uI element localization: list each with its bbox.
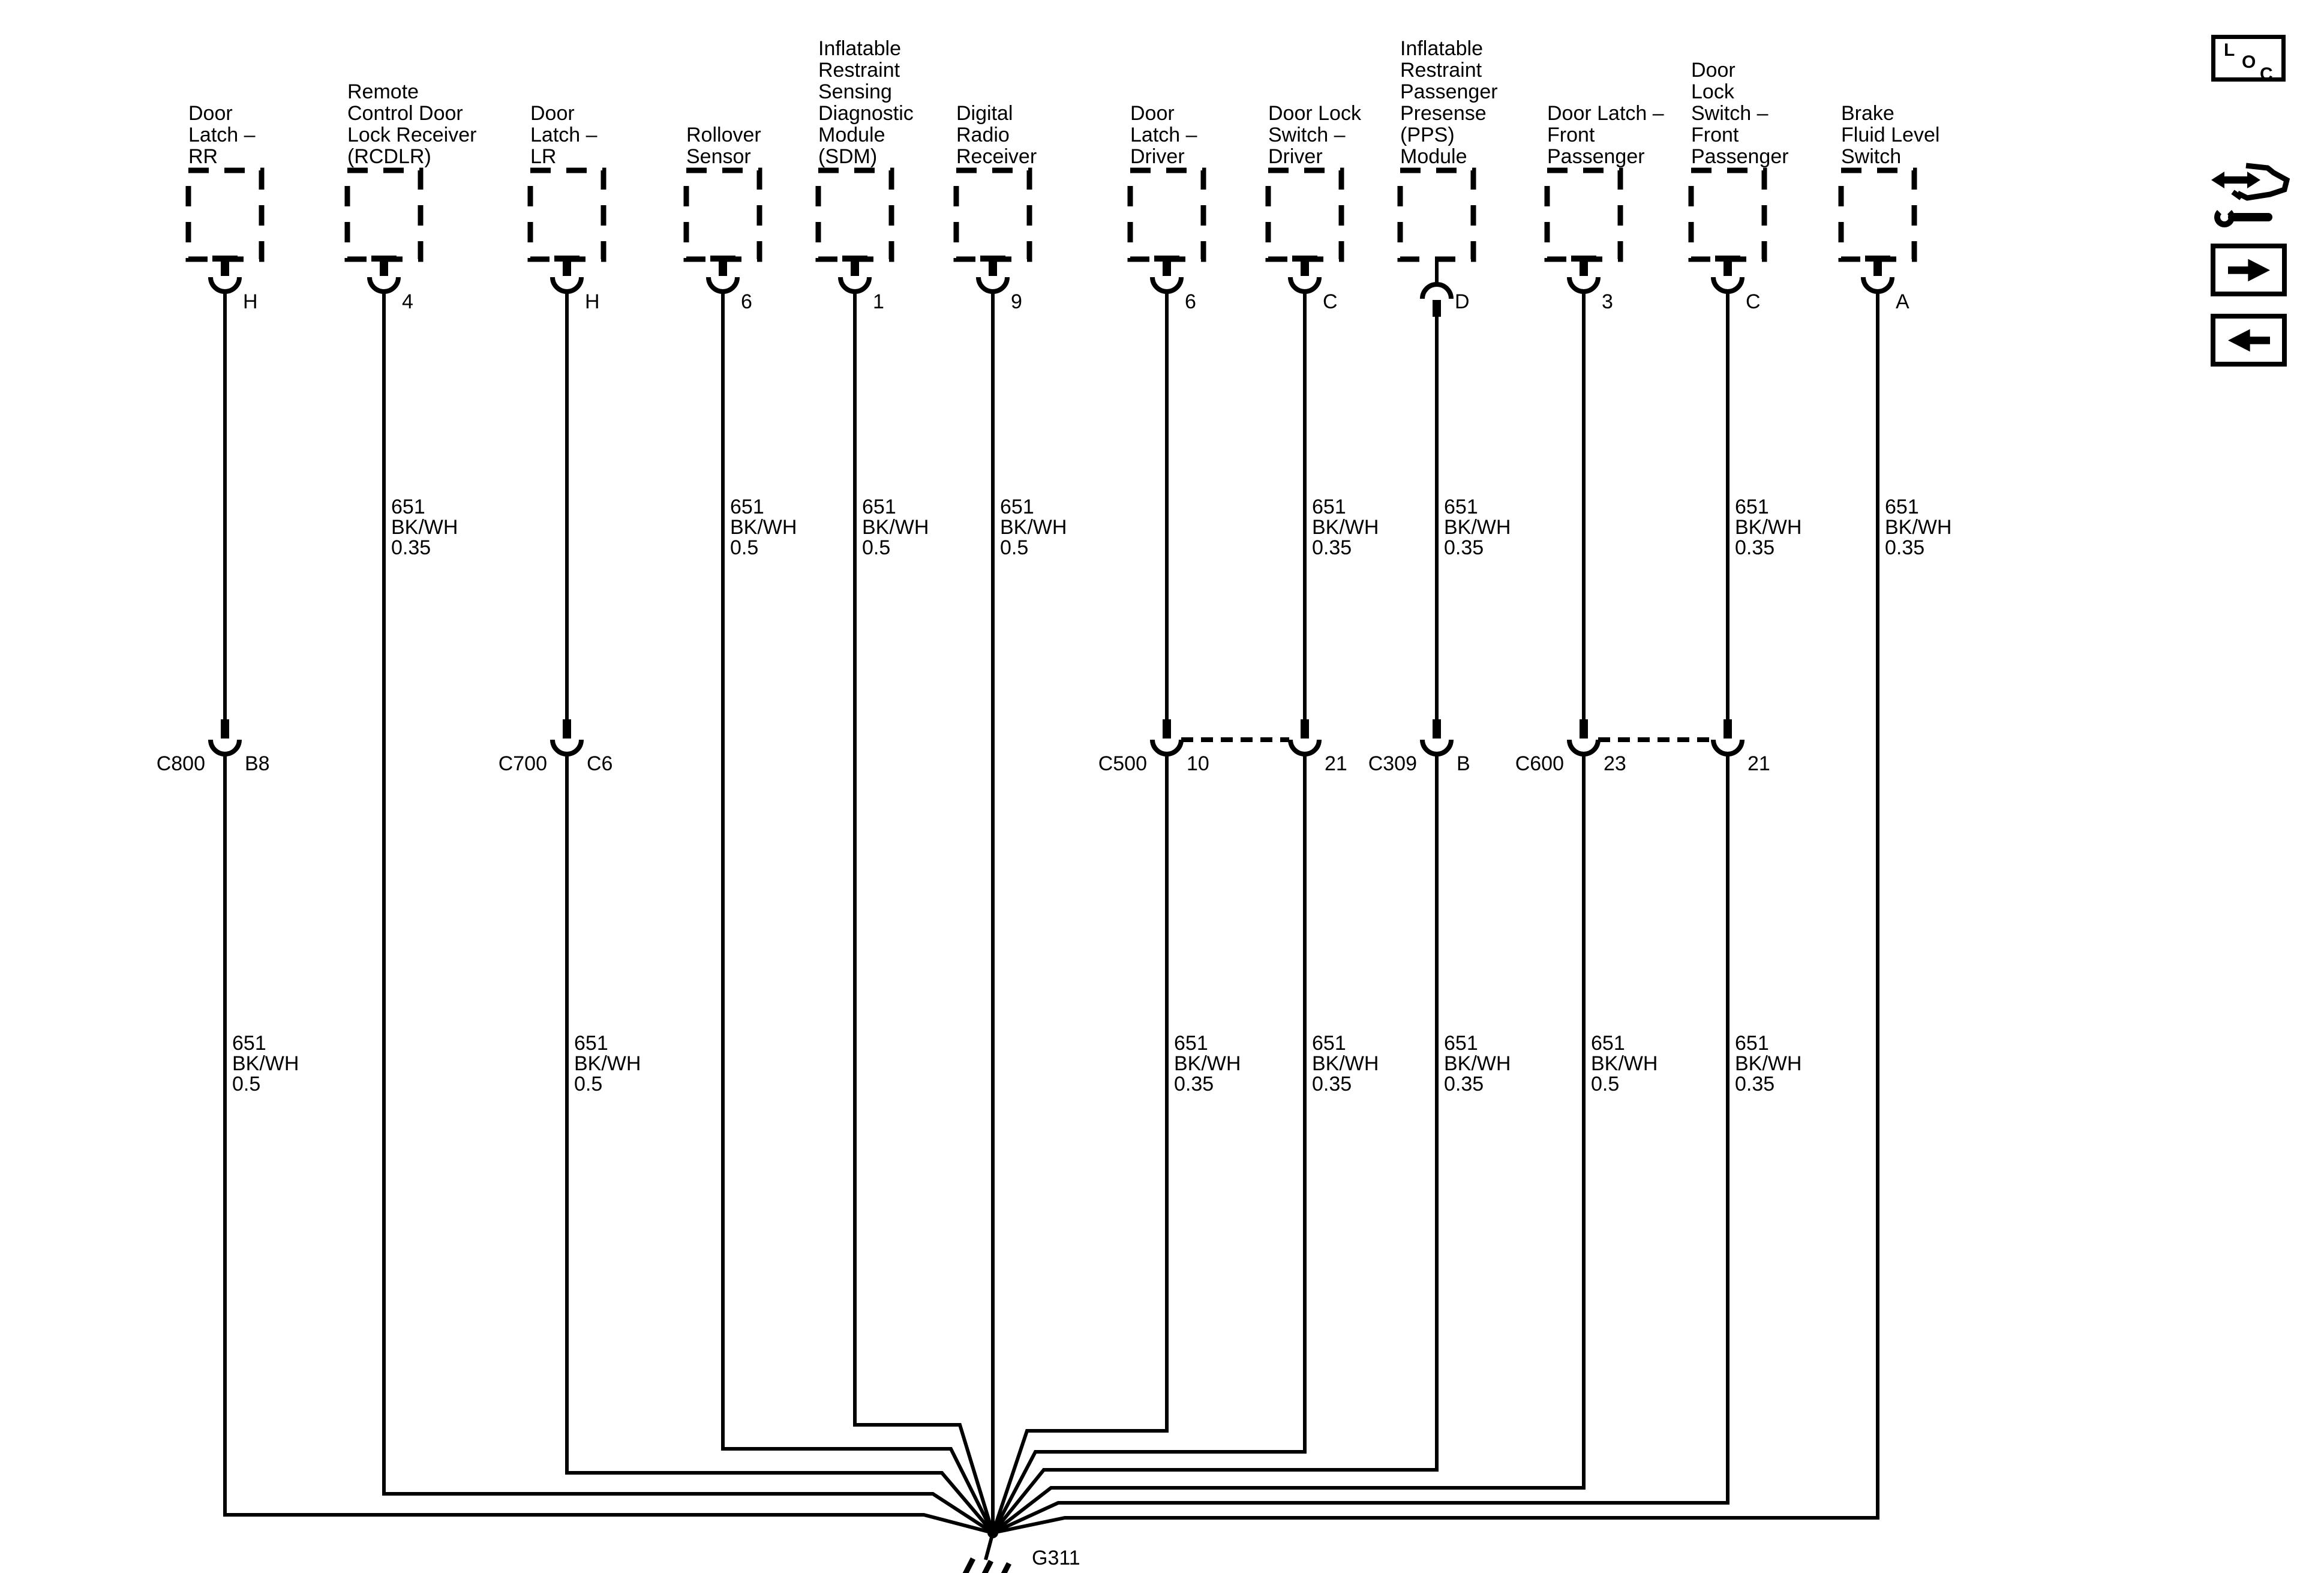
component-box (1400, 170, 1473, 259)
pin-arc (1290, 277, 1319, 292)
back-button[interactable] (2211, 314, 2287, 367)
ground-lead (986, 1533, 993, 1560)
wire-label: BK/WH (1735, 1052, 1802, 1075)
component-door-lock-switch-driver (993, 102, 1379, 1533)
component-name: Front (1547, 124, 1595, 146)
pin-label: A (1896, 290, 1909, 313)
component-inflatable-restraint-passenger-presense-pps-module (993, 37, 1511, 1533)
wire-label: 0.35 (1444, 1073, 1484, 1095)
wire-to-ground (993, 753, 1728, 1533)
component-brake-fluid-level-switch (993, 102, 1951, 1533)
component-box (347, 170, 421, 259)
pin-stub (221, 259, 229, 276)
component-name: Control Door (347, 102, 463, 125)
pin-label: C (1746, 290, 1761, 313)
connector-name: C800 (156, 752, 205, 775)
ground-slash (959, 1559, 973, 1573)
component-name: Passenger (1547, 145, 1645, 168)
wire-label: 0.35 (391, 536, 431, 559)
wire-label: 651 (1444, 1032, 1478, 1055)
component-box (818, 170, 891, 259)
component-name: Module (1400, 145, 1467, 168)
wire-label: 651 (1735, 1032, 1769, 1055)
wire-to-ground (993, 753, 1584, 1533)
ground-symbol (959, 1527, 1080, 1573)
component-name: Restraint (818, 59, 900, 82)
wire-label: 651 (730, 496, 764, 518)
connector-arc (211, 740, 239, 754)
component-box (530, 170, 603, 259)
wire-label: 651 (1444, 496, 1478, 518)
wire-label: 651 (1591, 1032, 1625, 1055)
wire-label: BK/WH (1444, 516, 1511, 539)
wire-label: 0.35 (1312, 536, 1352, 559)
component-name: Radio (956, 124, 1010, 146)
wire-label: 651 (1885, 496, 1919, 518)
loc-letter-o: O (2242, 52, 2256, 72)
loc-button[interactable] (2211, 35, 2286, 82)
component-name: Driver (1268, 145, 1323, 168)
component-name: LR (530, 145, 557, 168)
component-name: Door (1691, 59, 1736, 82)
connector-name: C309 (1368, 752, 1417, 775)
pin-label: 3 (1602, 290, 1613, 313)
connector-name: C700 (498, 752, 547, 775)
connector-arc (1422, 740, 1451, 754)
wire-to-ground (384, 290, 993, 1533)
component-name: Driver (1130, 145, 1185, 168)
component-box (1268, 170, 1341, 259)
pin-stub (851, 259, 859, 276)
pin-arc (370, 277, 398, 292)
component-name: Latch – (1130, 124, 1197, 146)
pin-label: C (1323, 290, 1338, 313)
component-box (1691, 170, 1764, 259)
component-box (188, 170, 262, 259)
right-arrow-icon (2222, 255, 2276, 285)
component-name: Fluid Level (1841, 124, 1940, 146)
pin-label: H (243, 290, 258, 313)
wire-label: BK/WH (1591, 1052, 1658, 1075)
component-door-latch-lr (499, 102, 993, 1533)
component-box (1130, 170, 1203, 259)
component-name: Sensing (818, 80, 892, 103)
diagnostic-wrench-icon[interactable] (2209, 162, 2293, 232)
pin-arc (211, 277, 239, 292)
pin-stub (1873, 259, 1882, 276)
component-name: Restraint (1400, 59, 1482, 82)
pin-arc (1713, 277, 1742, 292)
pin-arc (553, 277, 581, 292)
wire-label: 0.35 (1174, 1073, 1214, 1095)
pin-arc (1152, 277, 1181, 292)
connector-arc (1152, 740, 1181, 754)
wire-label: 0.5 (1000, 536, 1029, 559)
component-box (686, 170, 759, 259)
connector-arc (1290, 740, 1319, 754)
wire-label: BK/WH (730, 516, 797, 539)
pin-label: 4 (402, 290, 413, 313)
pin-stub (563, 259, 571, 276)
double-arrow-icon (2211, 172, 2260, 188)
component-name: (PPS) (1400, 124, 1455, 146)
pin-stub (1580, 259, 1588, 276)
component-box (956, 170, 1029, 259)
connector-stub (1163, 719, 1171, 739)
wire-label: 0.35 (1735, 536, 1775, 559)
wire-label: BK/WH (1444, 1052, 1511, 1075)
component-name: Latch – (188, 124, 256, 146)
wire-label: 651 (1000, 496, 1034, 518)
ground-slash (977, 1561, 991, 1573)
component-door-latch-driver (993, 102, 1289, 1533)
wire-to-ground (225, 753, 993, 1533)
connector-pin: 21 (1747, 752, 1770, 775)
component-name: Switch – (1268, 124, 1346, 146)
connector-pin: C6 (587, 752, 613, 775)
component-name: Switch – (1691, 102, 1768, 125)
component-name: RR (188, 145, 218, 168)
pin-stub (719, 259, 727, 276)
connector-name: C600 (1515, 752, 1564, 775)
connector-arc (1713, 740, 1742, 754)
component-name: Front (1691, 124, 1739, 146)
connector-pin: 21 (1325, 752, 1347, 775)
wire-label: BK/WH (1735, 516, 1802, 539)
wire-label: 651 (391, 496, 425, 518)
pin-arc (1422, 284, 1451, 299)
wire-label: 0.35 (1735, 1073, 1775, 1095)
wire-label: 0.5 (574, 1073, 603, 1095)
component-name: Sensor (686, 145, 751, 168)
wire-label: 651 (1735, 496, 1769, 518)
ground-slash (995, 1563, 1009, 1573)
pin-arc (708, 277, 737, 292)
component-name: Door Lock (1268, 102, 1361, 125)
pin-label: D (1455, 290, 1470, 313)
pin-stub (1433, 300, 1441, 317)
connector-stub (1724, 719, 1732, 739)
wire-label: 0.35 (1444, 536, 1484, 559)
component-name: Digital (956, 102, 1013, 125)
component-box (1547, 170, 1620, 259)
wire-label: 651 (862, 496, 896, 518)
pin-label: 1 (873, 290, 884, 313)
component-remote-control-door-lock-receiver-rcdlr (347, 80, 993, 1533)
wire-label: 0.5 (232, 1073, 261, 1095)
wire-label: 0.5 (862, 536, 891, 559)
component-name: Lock (1691, 80, 1734, 103)
connector-stub (1433, 719, 1441, 739)
pin-label: 9 (1011, 290, 1022, 313)
component-name: Passenger (1691, 145, 1789, 168)
component-name: (SDM) (818, 145, 878, 168)
component-name: Door (1130, 102, 1175, 125)
wire-label: 651 (232, 1032, 266, 1055)
component-name: Rollover (686, 124, 761, 146)
component-digital-radio-receiver (956, 102, 1067, 1533)
pin-stub (989, 259, 997, 276)
connector-pin: 10 (1187, 752, 1209, 775)
forward-button[interactable] (2211, 244, 2287, 296)
component-name: Switch (1841, 145, 1902, 168)
connector-name: C500 (1098, 752, 1147, 775)
wire-label: 651 (1312, 496, 1346, 518)
pin-arc (840, 277, 869, 292)
connector-stub (563, 719, 571, 739)
component-name: Passenger (1400, 80, 1498, 103)
component-name: Door (188, 102, 233, 125)
component-name: Module (818, 124, 885, 146)
wire-to-ground (855, 290, 993, 1533)
pin-stub (1163, 259, 1171, 276)
component-name: Diagnostic (818, 102, 914, 125)
wire-label: BK/WH (1885, 516, 1952, 539)
wire-label: 651 (1174, 1032, 1208, 1055)
left-arrow-icon (2222, 325, 2276, 355)
wire-label: BK/WH (574, 1052, 641, 1075)
component-name: Brake (1841, 102, 1894, 125)
connector-stub (1580, 719, 1588, 739)
pin-arc (978, 277, 1007, 292)
component-door-latch-rr (157, 102, 993, 1533)
pin-stub (1724, 259, 1732, 276)
loc-letter-l: L (2224, 40, 2235, 60)
wire-to-ground (993, 753, 1305, 1533)
connector-stub (1301, 719, 1309, 739)
connector-pin: B (1457, 752, 1470, 775)
wire-label: 0.5 (730, 536, 759, 559)
wire-to-ground (993, 753, 1437, 1533)
component-name: Door Latch – (1547, 102, 1664, 125)
component-name: Inflatable (818, 37, 901, 60)
wire-to-ground (567, 753, 993, 1533)
wire-label: BK/WH (1174, 1052, 1241, 1075)
connector-pin: 23 (1604, 752, 1626, 775)
loc-letter-c: C (2260, 64, 2273, 84)
wire-label: 651 (1312, 1032, 1346, 1055)
connector-arc (1569, 740, 1598, 754)
component-name: (RCDLR) (347, 145, 431, 168)
ground-label: G311 (1032, 1547, 1080, 1569)
wire-label: BK/WH (1312, 1052, 1379, 1075)
component-door-lock-switch-front-passenger (993, 59, 1801, 1533)
wire-to-ground (723, 290, 993, 1533)
wire-label: 651 (574, 1032, 608, 1055)
wire-label: BK/WH (862, 516, 929, 539)
wire-label: 0.35 (1885, 536, 1925, 559)
wire-label: BK/WH (1000, 516, 1067, 539)
pin-stub (1301, 259, 1309, 276)
connector-arc (553, 740, 581, 754)
component-name: Latch – (530, 124, 597, 146)
pin-label: H (585, 290, 600, 313)
component-name: Remote (347, 80, 419, 103)
wire-label: BK/WH (232, 1052, 299, 1075)
wire-to-ground (993, 753, 1167, 1533)
component-name: Receiver (956, 145, 1037, 168)
component-name: Presense (1400, 102, 1487, 125)
pin-arc (1569, 277, 1598, 292)
component-door-latch-front-passenger (993, 102, 1712, 1533)
component-name: Lock Receiver (347, 124, 477, 146)
component-name: Door (530, 102, 575, 125)
pin-label: 6 (1185, 290, 1196, 313)
wire-label: BK/WH (391, 516, 458, 539)
component-name: Inflatable (1400, 37, 1483, 60)
wire-label: 0.35 (1312, 1073, 1352, 1095)
pin-arc (1863, 277, 1892, 292)
wire-label: BK/WH (1312, 516, 1379, 539)
connector-pin: B8 (245, 752, 270, 775)
pin-label: 6 (741, 290, 752, 313)
component-rollover-sensor (686, 124, 993, 1533)
wire-label: 0.5 (1591, 1073, 1620, 1095)
pin-stub (380, 259, 388, 276)
component-box (1841, 170, 1914, 259)
wrench-icon (2214, 206, 2272, 227)
connector-stub (221, 719, 229, 739)
